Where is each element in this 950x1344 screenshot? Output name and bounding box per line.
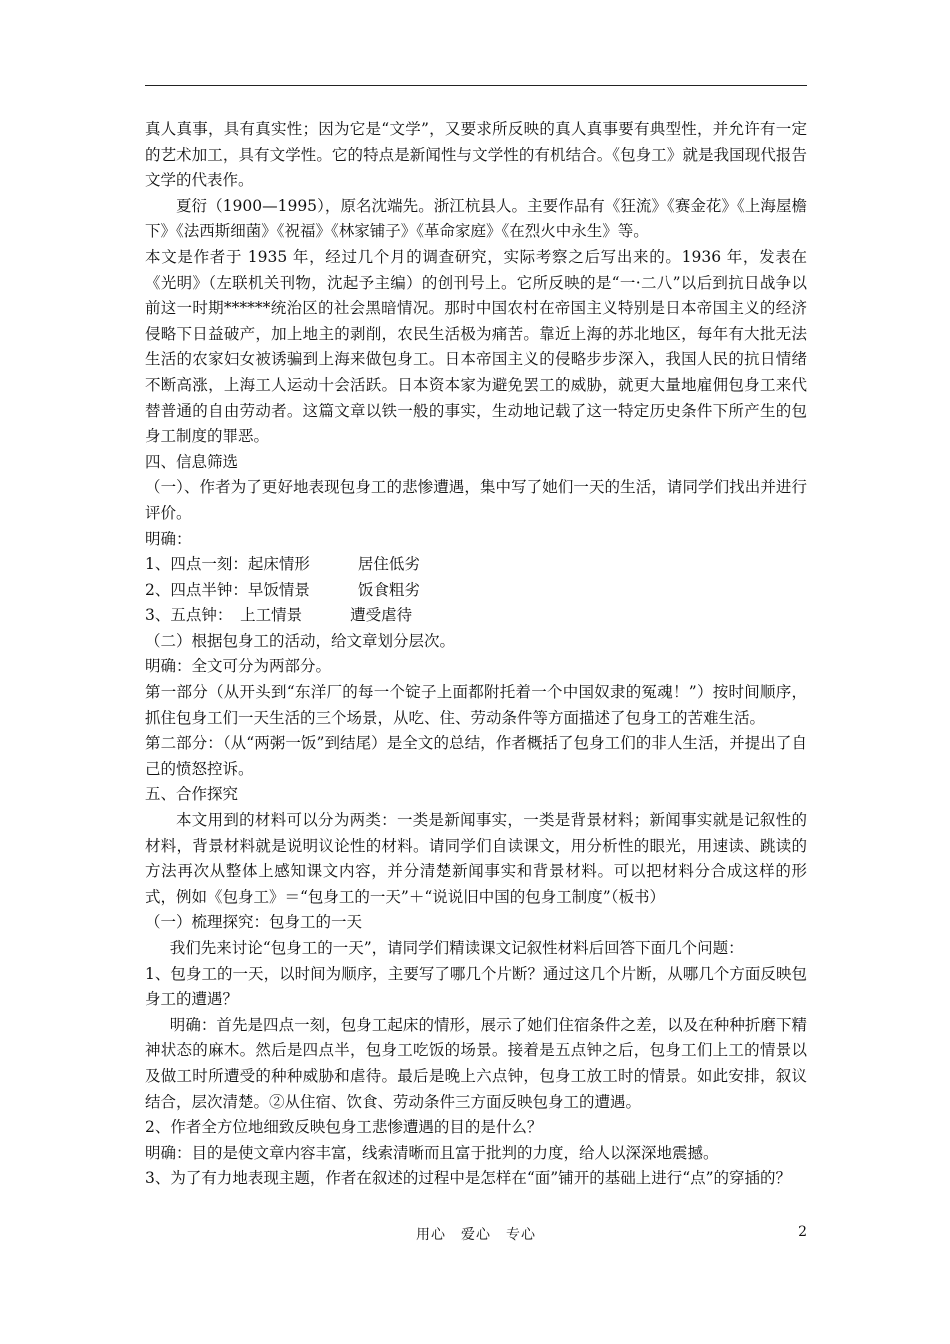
question-3: 1、包身工的一天，以时间为顺序，主要写了哪几个片断？通过这几个片断，从哪几个方面反映包身工的遭遇？: [145, 964, 807, 1009]
paragraph-materials: 本文用到的材料可以分为两类：一类是新闻事实，一类是背景材料；新闻事实就是记叙性的材料，背景材料就是说明议论性的材料。请同学们自读课文，用分析性的眼光，用速读、跳读的方法再次从整体上感知课文内容，并分清楚新闻事实和背景材料。可以把材料分合成这样的形式，例如《包身工》＝“包身工的一天”＋“说说旧中国的包身工制度”（板书）: [145, 811, 807, 906]
paragraph-intro: 真人真事，具有真实性；因为它是“文学”，又要求所反映的真人真事要有典型性，并允许有一定的艺术加工，具有文学性。它的特点是新闻性与文学性的有机结合。《包身工》就是我国现代报告文学的代表作。: [145, 120, 807, 190]
list-item: 1、四点一刻：起床情形 居住低劣: [145, 555, 420, 574]
question-4: 2、作者全方位地细致反映包身工悲惨遭遇的目的是什么？: [145, 1118, 543, 1137]
document-body: [145, 117, 807, 1192]
answer-2: 明确：全文可分为两部分。: [145, 657, 332, 676]
page-footer: [145, 1224, 807, 1244]
part-two: 第二部分：（从“两粥一饭”到结尾）是全文的总结，作者概括了包身工们的非人生活，并提出了自己的愤怒控诉。: [145, 734, 807, 778]
paragraph-background: 本文是作者于 1935 年，经过几个月的调查研究，实际考察之后写出来的。1936 年，发表在《光明》（左联机关刊物，沈起予主编）的创刊号上。它所反映的是“一·二八”以后到抗日战争以前这一时期******统治区的社会黑暗情况。那时中国农村在帝国主义特别是日本帝国主义的经济侵略下日益破产，加上地主的剥削，农民生活极为痛苦。靠近上海的苏北地区，每年有大批无法生活的农家妇女被诱骗到上海来做包身工。日本帝国主义的侵略步步深入，我国人民的抗日情绪不断高涨，上海工人运动十会活跃。日本资本家为避免罢工的威胁，就更大量地雇佣包身工来代替普通的自由劳动者。这篇文章以铁一般的事实，生动地记载了这一特定历史条件下所产生的包身工制度的罪恶。: [145, 247, 807, 446]
paragraph-author: 夏衍（1900—1995），原名沈端先。浙江杭县人。主要作品有《狂流》《赛金花》《上海屋檐下》《法西斯细菌》《祝福》《林家铺子》《革命家庭》《在烈火中永生》等。: [145, 196, 807, 241]
paragraph-discussion: 我们先来讨论“包身工的一天”，请同学们精读课文记叙性材料后回答下面几个问题：: [169, 939, 744, 957]
footer-motto: 用心 爱心 专心: [416, 1227, 536, 1243]
question-1: （一）、作者为了更好地表现包身工的悲惨遭遇，集中写了她们一天的生活，请同学们找出并进行评价。: [145, 478, 807, 522]
answer-3: 明确：首先是四点一刻，包身工起床的情形，展示了她们住宿条件之差，以及在种种折磨下精神状态的麻木。然后是四点半，包身工吃饭的场景。接着是五点钟之后，包身工们上工的情景以及做工时所遭受的种种威胁和虐待。最后是晚上六点钟，包身工放工时的情景。如此安排，叙议结合，层次清楚。②从住宿、饮食、劳动条件三方面反映包身工的遭遇。: [145, 1015, 807, 1111]
page-number: 2: [798, 1224, 807, 1240]
answer-4: 明确：目的是使文章内容丰富，线索清晰而且富于批判的力度，给人以深深地震撼。: [145, 1143, 719, 1162]
question-2: （二）根据包身工的活动，给文章划分层次。: [145, 631, 456, 650]
section-heading-5: 五、合作探究: [145, 785, 239, 804]
list-item: 3、五点钟： 上工情景 遭受虐待: [145, 606, 413, 625]
answer-label-1: 明确：: [145, 529, 192, 548]
list-item: 2、四点半钟：早饭情景 饭食粗劣: [145, 580, 420, 599]
question-5: 3、为了有力地表现主题，作者在叙述的过程中是怎样在“面”铺开的基础上进行“点”的穿插的？: [145, 1169, 792, 1188]
part-one: 第一部分（从开头到“东洋厂的每一个锭子上面都附托着一个中国奴隶的冤魂！”）按时间顺序，抓住包身工们一天生活的三个场景，从吃、住、劳动条件等方面描述了包身工的苦难生活。: [145, 683, 807, 727]
subheading-1: （一）梳理探究：包身工的一天: [145, 913, 363, 932]
section-heading-4: 四、信息筛选: [145, 452, 239, 471]
header-rule: [145, 85, 807, 86]
